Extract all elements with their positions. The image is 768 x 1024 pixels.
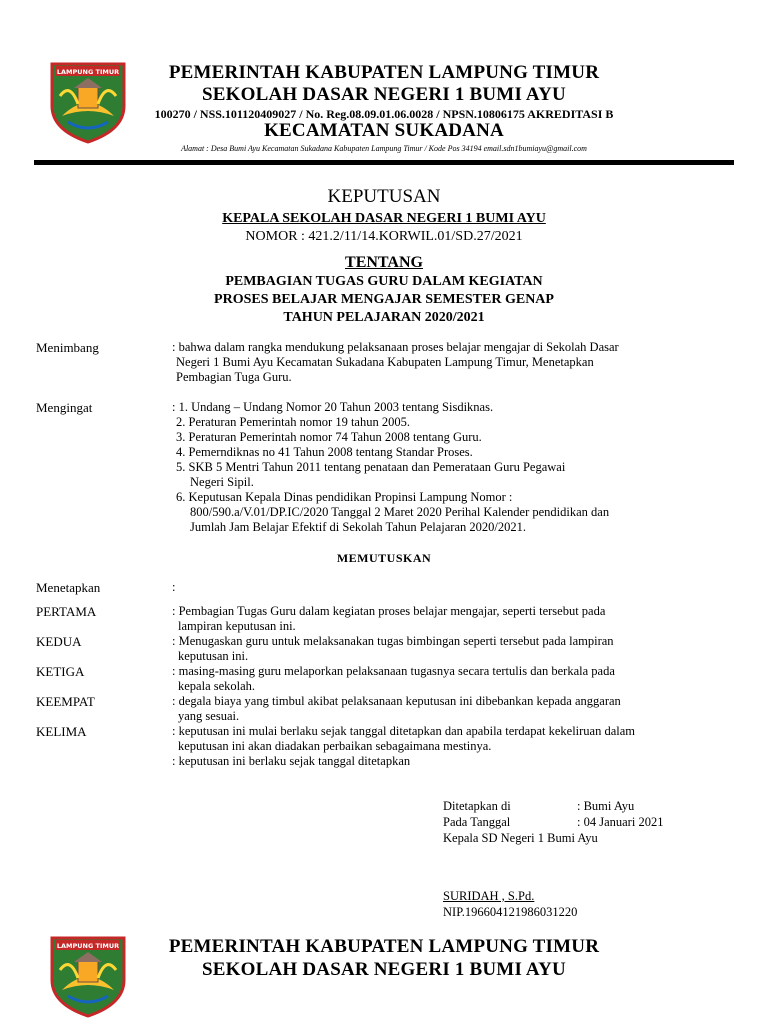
subject-line-3: TAHUN PELAJARAN 2020/2021	[283, 310, 485, 325]
kelima-text: : keputusan ini mulai berlaku sejak tanggal ditetapkan dan apabila terdapat kekeliruan dalam keputusan ini akan diadakan perbaikan sebagaimana mestinya.	[172, 724, 636, 753]
extra-clause: : keputusan ini berlaku sejak tanggal ditetapkan	[172, 754, 411, 768]
letterhead-government: PEMERINTAH KABUPATEN LAMPUNG TIMUR	[168, 62, 600, 83]
kedua-text: : Menugaskan guru untuk melaksanakan tugas bimbingan seperti tersebut pada lampiran keputusan ini.	[172, 634, 614, 663]
letterhead-school: SEKOLAH DASAR NEGERI 1 BUMI AYU	[202, 84, 566, 105]
tanggal-label: Pada Tanggal	[443, 815, 511, 829]
letterhead-divider	[34, 160, 734, 165]
document-number: NOMOR : 421.2/11/14.KORWIL.01/SD.27/2021	[245, 229, 523, 244]
ditetapkan-value: : Bumi Ayu	[577, 799, 635, 813]
subject-line-2: PROSES BELAJAR MENGAJAR SEMESTER GENAP	[214, 292, 554, 307]
menimbang-label: Menimbang	[36, 340, 99, 355]
letterhead-ids: 100270 / NSS.101120409027 / No. Reg.08.09.01.06.0028 / NPSN.10806175 AKREDITASI B	[154, 107, 614, 121]
document-subtitle: KEPALA SEKOLAH DASAR NEGERI 1 BUMI AYU	[222, 211, 546, 226]
svg-text:LAMPUNG TIMUR: LAMPUNG TIMUR	[56, 942, 120, 950]
signer-nip: NIP.196604121986031220	[443, 905, 578, 919]
menetapkan-value: :	[172, 580, 176, 594]
ketiga-text: : masing-masing guru melaporkan pelaksanaan tugasnya secara tertulis dan berkala pada kepala sekolah.	[172, 664, 615, 693]
menetapkan-label: Menetapkan	[36, 580, 101, 595]
signer-position: Kepala SD Negeri 1 Bumi Ayu	[443, 831, 598, 845]
pertama-text: : Pembagian Tugas Guru dalam kegiatan proses belajar mengajar, seperti tersebut pada lampiran keputusan ini.	[172, 604, 606, 633]
pertama-label: PERTAMA	[36, 604, 97, 619]
document-title: KEPUTUSAN	[327, 186, 441, 207]
memutuskan-heading: MEMUTUSKAN	[336, 551, 432, 565]
kedua-label: KEDUA	[36, 634, 82, 649]
keempat-label: KEEMPAT	[36, 694, 95, 709]
mengingat-list: : 1. Undang – Undang Nomor 20 Tahun 2003 tentang Sisdiknas. 2. Peraturan Pemerintah nomor 19 tahun 2005. 3. Peraturan Pemerintah nomor 74 Tahun 2008 tentang Guru. 4. Pemerndiknas no 41 Tahun 2008 tentang Standar Proses. 5. SKB 5 Mentri Tahun 2011 tentang penataan dan Pemerataan Guru Pegawai Negeri Sipil. 6. Keputusan Kepala Dinas pendidikan Propinsi Lampung Nomor : 800/590.a/V.01/DP.IC/2020 Tanggal 2 Maret 2020 Perihal Kalender pendidikan dan Jumlah Jam Belajar Efektif di Sekolah Tahun Pelajaran 2020/2021.	[172, 400, 610, 534]
tentang-heading: TENTANG	[345, 254, 423, 271]
ditetapkan-label: Ditetapkan di	[443, 799, 511, 813]
svg-text:LAMPUNG TIMUR: LAMPUNG TIMUR	[56, 68, 120, 76]
letterhead-district: KECAMATAN SUKADANA	[264, 120, 504, 141]
subject-line-1: PEMBAGIAN TUGAS GURU DALAM KEGIATAN	[225, 274, 543, 289]
footer-government: PEMERINTAH KABUPATEN LAMPUNG TIMUR	[168, 936, 600, 957]
tanggal-value: : 04 Januari 2021	[577, 815, 664, 829]
menimbang-text: : bahwa dalam rangka mendukung pelaksanaan proses belajar mengajar di Sekolah Dasar Negeri 1 Bumi Ayu Kecamatan Sukadana Kabupaten Lampung Timur, Menetapkan Pembagian Tuga Guru.	[172, 340, 619, 384]
keempat-text: : degala biaya yang timbul akibat pelaksanaan keputusan ini dibebankan kepada anggaran yang sesuai.	[172, 694, 621, 723]
footer-school: SEKOLAH DASAR NEGERI 1 BUMI AYU	[202, 959, 566, 980]
letterhead-address: Alamat : Desa Bumi Ayu Kecamatan Sukadana Kabupaten Lampung Timur / Kode Pos 34194 email.sdn1bumiayu@gmail.com	[181, 144, 587, 153]
signer-name: SURIDAH , S.Pd.	[443, 889, 535, 903]
ketiga-label: KETIGA	[36, 664, 85, 679]
kelima-label: KELIMA	[36, 724, 87, 739]
mengingat-label: Mengingat	[36, 400, 93, 415]
